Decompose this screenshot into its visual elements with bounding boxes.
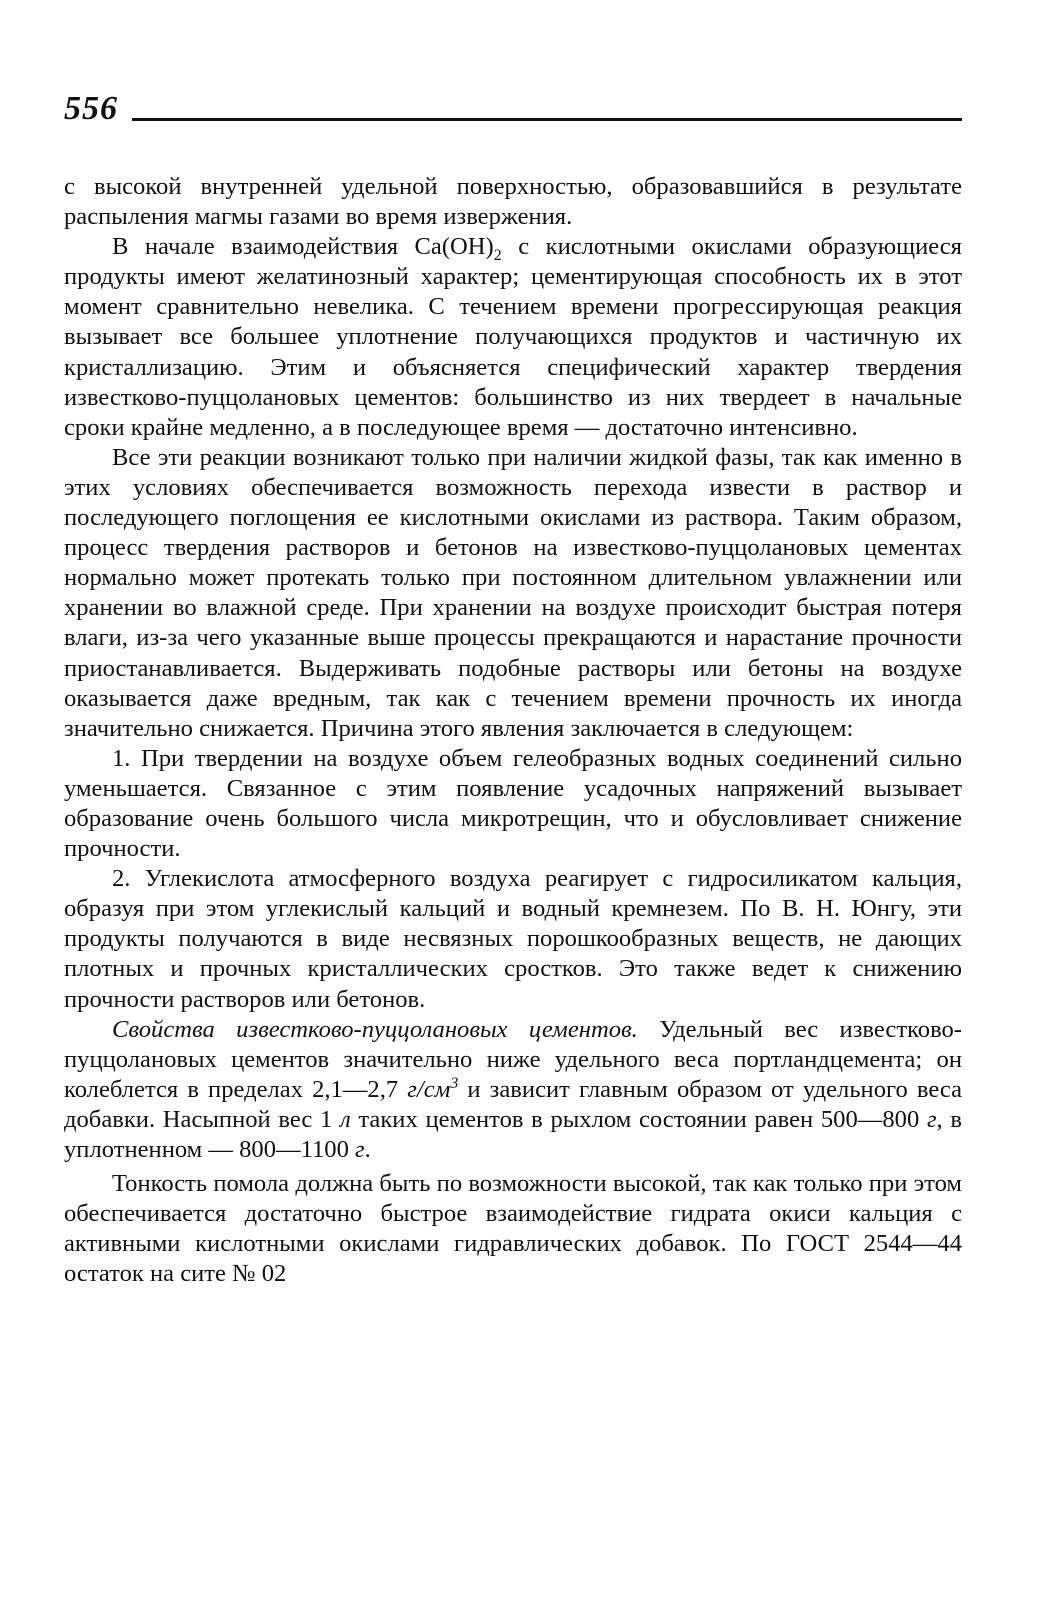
text-run: таких цементов в рыхлом состоянии равен 500—800 bbox=[350, 1105, 927, 1133]
paragraph-2 bbox=[64, 232, 962, 443]
text-run: и зависит главным образом от удельного веса добавки. Насыпной вес 1 bbox=[64, 1075, 962, 1133]
italic-run: Свойства известково-пуццолановых цементов. bbox=[112, 1015, 638, 1043]
text-run: . bbox=[364, 1136, 371, 1163]
paragraph-text: с высокой внутренней удельной поверхностью, образовавшийся в результате распыления магмы газами во время извержения. bbox=[64, 173, 962, 231]
page-header bbox=[64, 82, 962, 126]
paragraph-4-list-item-1 bbox=[64, 744, 962, 864]
paragraph-6-properties bbox=[64, 1015, 962, 1165]
text-run: с кислотными окислами образующиеся продукты имеют желатинозный характер; цементирующая способность их в этот момент сравнительно невелика. С течением времени прогрессирующая реакция вызывает все большее уплотнение получающихся продуктов и частичную их кристаллизацию. Этим и объясняется специфический характер твердения известково-пуццолановых цементов: большинство из них твердеет в начальные сроки крайне медленно, а в последующее время — достаточно интенсивно. bbox=[64, 233, 962, 441]
superscript: 3 bbox=[450, 1074, 459, 1092]
text-run: В начале взаимодействия Ca(OH) bbox=[112, 233, 494, 261]
italic-run: г/см bbox=[407, 1075, 451, 1103]
subscript: 2 bbox=[493, 247, 502, 265]
paragraph-5-list-item-2 bbox=[64, 864, 962, 1014]
paragraph-1 bbox=[64, 172, 962, 232]
paragraph-7-fineness bbox=[64, 1169, 962, 1289]
italic-run: г bbox=[355, 1136, 365, 1163]
italic-run: г bbox=[926, 1105, 937, 1133]
paragraph-text: 1. При твердении на воздухе объем гелеобразных водных соединений сильно уменьшается. Связанное с этим появление усадочных напряжений вызывает образование очень большого числа микротрещин, что и обусловливает снижение прочности. bbox=[64, 744, 962, 863]
text-run: Удельный вес известково-пуццолановых цементов значительно ниже удельного веса портландцемента; он колеблется в пределах 2,1—2,7 bbox=[64, 1015, 962, 1103]
paragraph-text: Тонкость помола должна быть по возможности высокой, так как только при этом обеспечивается достаточно быстрое взаимодействие гидрата окиси кальция с активными кислотными окислами гидравлических добавок. По ГОСТ 2544—44 остаток на сите № 02 bbox=[64, 1170, 962, 1288]
header-rule bbox=[132, 118, 962, 121]
page-number: 556 bbox=[64, 90, 118, 127]
body-text bbox=[64, 172, 962, 1289]
paragraph-3 bbox=[64, 443, 962, 744]
italic-run: л bbox=[339, 1105, 351, 1133]
paragraph-text: 2. Углекислота атмосферного воздуха реагирует с гидросиликатом кальция, образуя при этом углекислый кальций и водный кремнезем. По В. Н. Юнгу, эти продукты получаются в виде несвязных порошкообразных веществ, не дающих плотных и прочных кристаллических сростков. Это также ведет к снижению прочности растворов или бетонов. bbox=[64, 865, 962, 1013]
text-run: , в уплотненном — 800—1100 bbox=[64, 1105, 962, 1163]
paragraph-text: Все эти реакции возникают только при наличии жидкой фазы, так как именно в этих условиях обеспечивается возможность перехода извести в раствор и последующего поглощения ее кислотными окислами из раствора. Таким образом, процесс твердения растворов и бетонов на известково-пуццолановых цементах нормально может протекать только при постоянном длительном увлажнении или хранении во влажной среде. При хранении на воздухе происходит быстрая потеря влаги, из-за чего указанные выше процессы прекращаются и нарастание прочности приостанавливается. Выдерживать подобные растворы или бетоны на воздухе оказывается даже вредным, так как с течением времени прочность их иногда значительно снижается. Причина этого явления заключается в следующем: bbox=[64, 443, 962, 742]
